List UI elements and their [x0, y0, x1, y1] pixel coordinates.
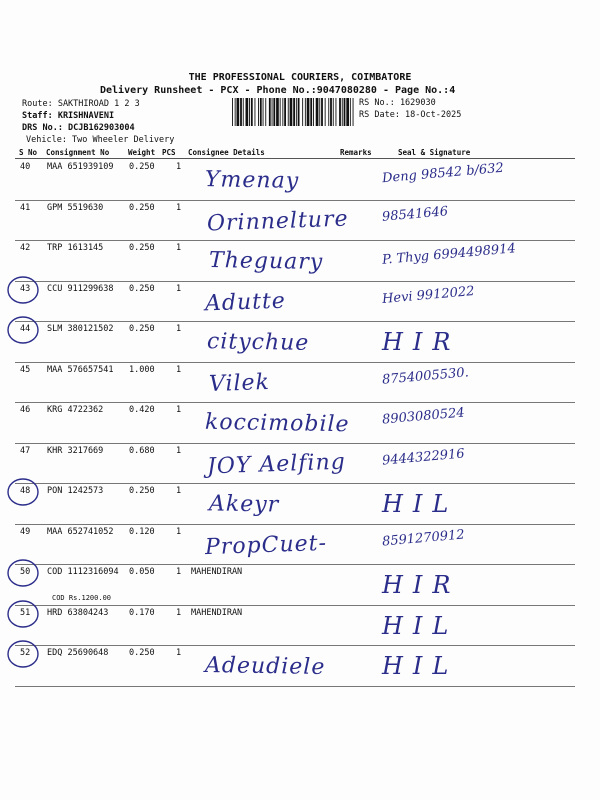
row-consignment-no: PON 1242573 [47, 486, 104, 496]
row-pcs: 1 [176, 405, 182, 415]
row-divider [15, 200, 575, 201]
row-pcs: 1 [176, 445, 182, 456]
table-row [0, 648, 600, 689]
row-signature: HIR [382, 571, 461, 599]
row-weight: 0.680 [129, 445, 155, 456]
company-title: THE PROFESSIONAL COURIERS, COIMBATORE [188, 72, 412, 83]
row-consignment-no: KHR 3217669 [47, 445, 104, 456]
row-signature: Hevi 9912022 [381, 283, 476, 307]
row-weight: 0.170 [129, 607, 155, 618]
row-handwritten-name: Adutte [204, 288, 287, 316]
row-signature: 8754005530. [381, 364, 470, 388]
row-consignment-no: SLM 380121502 [47, 324, 114, 334]
row-divider [15, 240, 575, 241]
row-weight: 0.250 [129, 243, 155, 253]
table-row [0, 284, 600, 325]
table-row [0, 162, 600, 203]
row-pcs: 1 [176, 567, 182, 577]
row-weight: 1.000 [129, 364, 155, 375]
col-consignee: Consignee Details [188, 148, 265, 157]
row-divider [15, 483, 575, 484]
row-handwritten-name: koccimobile [204, 409, 350, 438]
row-sno: 50 [20, 567, 31, 577]
row-weight: 0.250 [129, 486, 155, 496]
row-signature: 8903080524 [381, 405, 466, 428]
row-pcs: 1 [176, 486, 182, 496]
row-handwritten-name: citychue [206, 329, 310, 356]
circled-row-mark [4, 274, 40, 308]
row-sno: 44 [20, 324, 31, 334]
row-handwritten-name: Ymenay [204, 167, 300, 194]
row-divider [15, 281, 575, 282]
row-weight: 0.250 [129, 324, 155, 334]
row-sno: 49 [20, 526, 31, 537]
circled-row-mark [4, 598, 40, 632]
row-weight: 0.250 [129, 162, 155, 172]
table-row [0, 405, 600, 446]
row-pcs: 1 [176, 283, 182, 294]
row-divider [15, 362, 575, 363]
col-consignment: Consignment No [46, 148, 110, 157]
col-seal-signature: Seal & Signature [398, 148, 471, 157]
row-pcs: 1 [176, 526, 182, 537]
row-handwritten-name: Adeudiele [204, 652, 326, 681]
row-signature: HIL [382, 611, 459, 640]
row-consignment-no: KRG 4722362 [47, 405, 104, 415]
row-signature: P. Thyg 6994498914 [381, 241, 517, 268]
col-weight: Weight [128, 148, 156, 157]
circled-row-mark [4, 557, 40, 591]
row-divider [15, 645, 575, 646]
table-row [0, 446, 600, 487]
row-signature: 8591270912 [381, 526, 466, 550]
row-handwritten-name: Akeyr [208, 491, 280, 518]
row-sno: 43 [20, 283, 31, 294]
rs-number: RS No.: 1629030 [359, 98, 436, 108]
row-handwritten-name: Theguary [208, 248, 324, 275]
row-sno: 41 [20, 202, 31, 213]
row-divider [15, 605, 575, 606]
table-row [0, 203, 600, 244]
row-signature: Deng 98542 b/632 [381, 160, 505, 187]
table-row [0, 567, 600, 608]
row-pcs: 1 [176, 243, 182, 253]
row-handwritten-name: Vilek [208, 369, 271, 397]
row-signature: HIL [382, 490, 459, 518]
row-consignee: MAHENDIRAN [191, 607, 243, 618]
row-consignee: MAHENDIRAN [191, 567, 243, 577]
row-pcs: 1 [176, 162, 182, 172]
rs-date: RS Date: 18-Oct-2025 [359, 110, 462, 120]
row-pcs: 1 [176, 324, 182, 334]
circled-row-mark [4, 638, 40, 672]
table-row [0, 243, 600, 284]
row-sno: 47 [20, 445, 31, 456]
row-sno: 52 [20, 648, 31, 658]
col-pcs: PCS [162, 148, 176, 157]
row-pcs: 1 [176, 607, 182, 618]
circled-row-mark [4, 476, 40, 510]
row-cod-note: COD Rs.1200.00 [52, 594, 112, 602]
row-divider [15, 686, 575, 687]
row-consignment-no: COD 1112316094 [47, 567, 119, 577]
row-divider [15, 402, 575, 403]
row-sno: 45 [20, 364, 31, 375]
row-signature: HIL [382, 652, 459, 680]
row-consignment-no: MAA 651939109 [47, 162, 114, 172]
row-weight: 0.250 [129, 283, 155, 294]
drs-number: DRS No.: DCJB162903004 [22, 123, 135, 133]
row-pcs: 1 [176, 202, 182, 213]
row-consignment-no: CCU 911299638 [47, 283, 114, 294]
row-signature: 98541646 [381, 203, 449, 225]
table-row [0, 608, 600, 649]
col-remarks: Remarks [340, 148, 372, 157]
row-pcs: 1 [176, 648, 182, 658]
row-sno: 48 [20, 486, 31, 496]
row-handwritten-name: JOY Aelfing [206, 449, 347, 479]
row-weight: 0.420 [129, 405, 155, 415]
row-handwritten-name: PropCuet- [204, 530, 328, 560]
row-weight: 0.250 [129, 202, 155, 213]
row-divider [15, 443, 575, 444]
table-row [0, 486, 600, 527]
row-weight: 0.050 [129, 567, 155, 577]
row-sno: 51 [20, 607, 31, 618]
table-row [0, 365, 600, 406]
row-pcs: 1 [176, 364, 182, 375]
table-row [0, 324, 600, 365]
runsheet-subtitle: Delivery Runsheet - PCX - Phone No.:9047080280 - Page No.:4 [100, 85, 456, 96]
row-consignment-no: MAA 576657541 [47, 364, 114, 375]
row-weight: 0.120 [129, 526, 155, 537]
vehicle-label: Vehicle: Two Wheeler Delivery [26, 135, 175, 145]
row-divider [15, 524, 575, 525]
row-consignment-no: EDQ 25690648 [47, 648, 109, 658]
col-sno: S No [19, 148, 38, 157]
row-weight: 0.250 [129, 648, 155, 658]
row-divider [15, 564, 575, 565]
row-signature: 9444322916 [381, 445, 466, 469]
row-sno: 42 [20, 243, 31, 253]
barcode [232, 98, 354, 126]
route-label: Route: SAKTHIROAD 1 2 3 [22, 99, 140, 109]
row-consignment-no: HRD 63804243 [47, 607, 109, 618]
row-consignment-no: MAA 652741052 [47, 526, 114, 537]
row-consignment-no: GPM 5519630 [47, 202, 104, 213]
row-signature: HIR [382, 328, 461, 356]
staff-label: Staff: KRISHNAVENI [22, 111, 115, 121]
circled-row-mark [4, 314, 40, 348]
row-sno: 40 [20, 162, 31, 172]
table-row [0, 527, 600, 568]
header-divider [15, 158, 575, 159]
row-divider [15, 321, 575, 322]
row-consignment-no: TRP 1613145 [47, 243, 104, 253]
row-handwritten-name: Orinnelture [206, 206, 349, 236]
row-sno: 46 [20, 405, 31, 415]
